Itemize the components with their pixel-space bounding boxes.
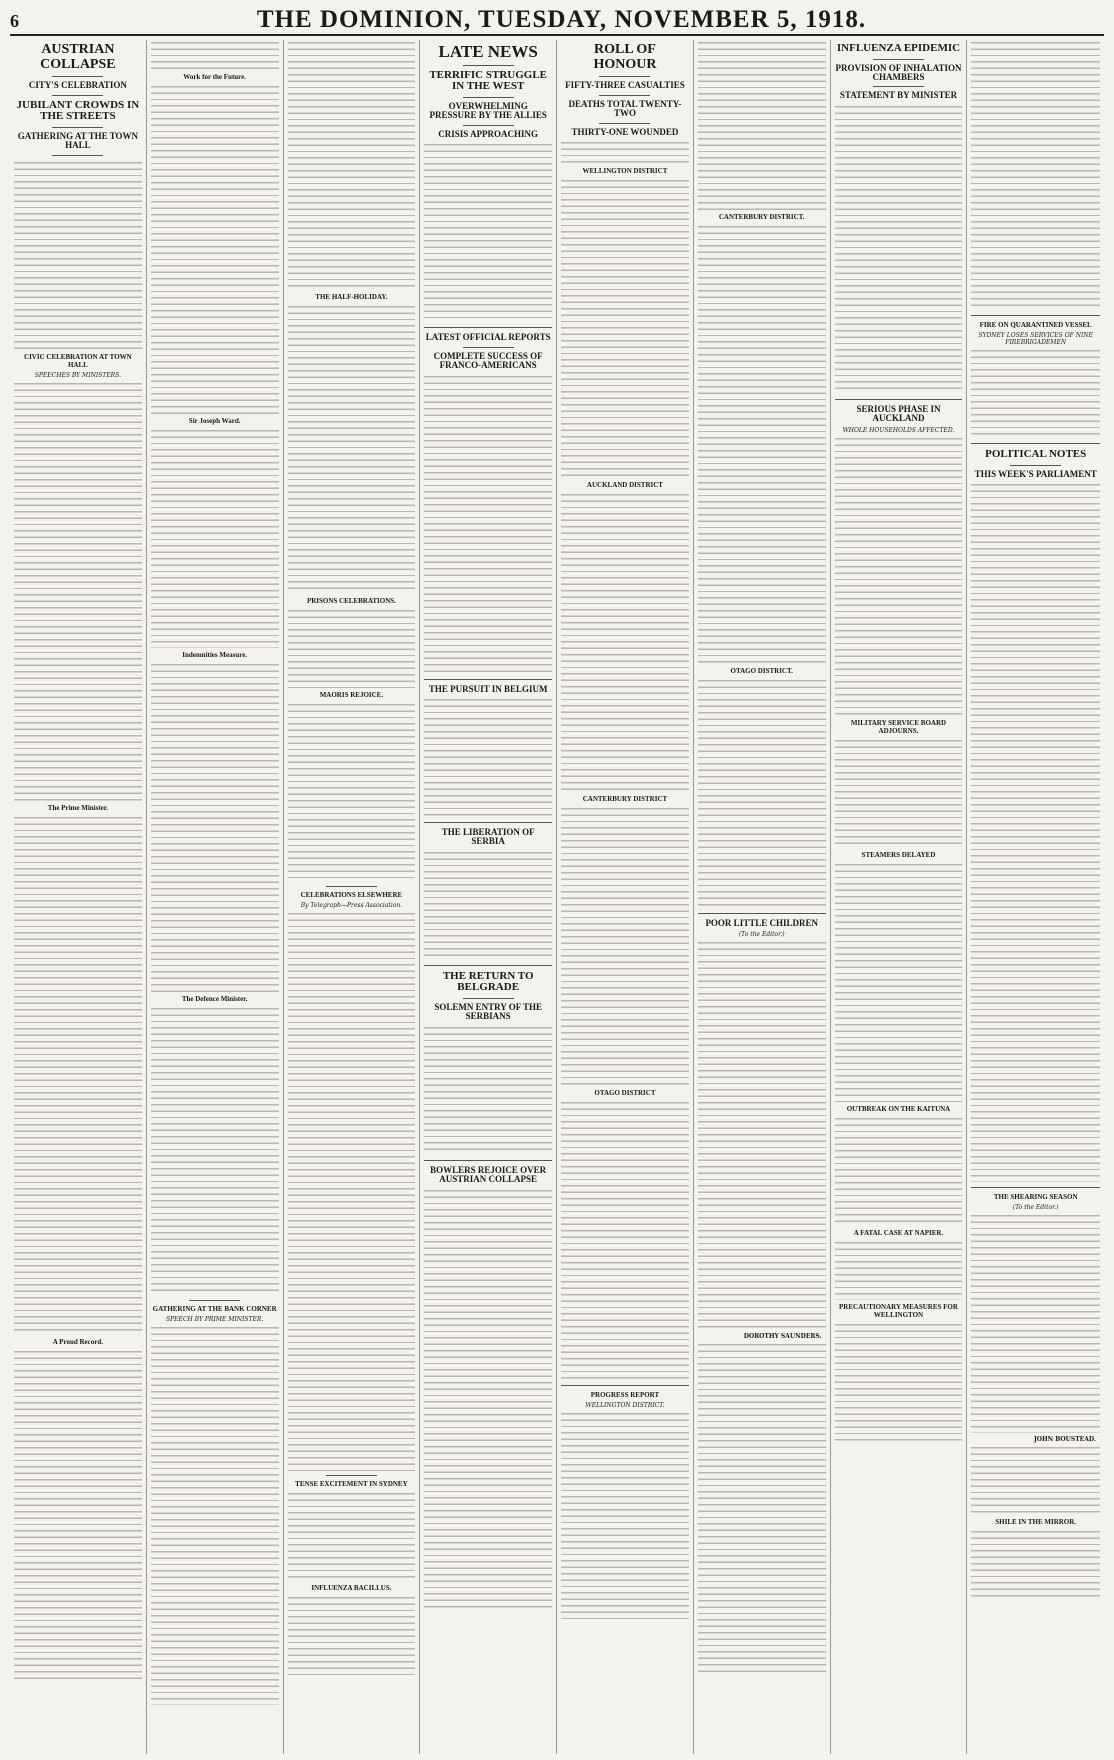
casualty-list — [698, 224, 826, 664]
divider — [835, 399, 963, 400]
headline-political-notes: POLITICAL NOTES — [985, 448, 1087, 460]
body-text — [835, 1322, 963, 1442]
subhead-kaituna: OUTBREAK ON THE KAITUNA — [846, 1104, 951, 1113]
divider — [424, 679, 552, 680]
column-5 — [557, 40, 694, 1754]
divider — [873, 86, 924, 87]
divider — [326, 1475, 377, 1476]
deck-fifty-three: FIFTY-THREE CASUALTIES — [565, 80, 685, 91]
deck-city-celebration: CITY'S CELEBRATION — [28, 80, 127, 91]
divider — [463, 65, 514, 66]
page-number: 6 — [10, 11, 19, 31]
headline-influenza: INFLUENZA EPIDEMIC — [836, 42, 961, 54]
body-text — [424, 1025, 552, 1155]
subhead-sydney: TENSE EXCITEMENT IN SYDNEY — [295, 1480, 408, 1488]
column-1 — [10, 40, 147, 1754]
body-text — [288, 608, 416, 688]
divider — [52, 155, 103, 156]
headline-roll-of-honour: ROLL OF HONOUR — [593, 42, 657, 72]
casualty-list — [698, 40, 826, 210]
body-text — [151, 1006, 279, 1296]
divider — [189, 1300, 240, 1301]
body-text — [971, 1213, 1100, 1433]
body-text — [424, 142, 552, 322]
divider — [599, 123, 650, 124]
body-text — [698, 940, 826, 1330]
deck-jubilant-crowds: JUBILANT CROWDS IN THE STREETS — [16, 98, 140, 123]
subhead-military-board: MILITARY SERVICE BOARD ADJOURNS. — [850, 718, 947, 735]
subhead-influenza-bacillus: INFLUENZA BACILLUS. — [311, 1584, 392, 1592]
subhead-prime-minister: The Prime Minister. — [47, 803, 108, 812]
divider — [599, 95, 650, 96]
column-3 — [284, 40, 421, 1754]
body-text — [835, 436, 963, 716]
body-text — [288, 40, 416, 290]
body-text — [835, 1116, 963, 1226]
divider — [463, 97, 514, 98]
subhead-poor-children: POOR LITTLE CHILDREN — [705, 918, 818, 928]
column-2 — [147, 40, 284, 1754]
deck-thirty-one: THIRTY-ONE WOUNDED — [571, 126, 679, 137]
body-text — [424, 850, 552, 960]
subhead-otago-district: OTAGO DISTRICT. — [730, 667, 793, 675]
subhead-sir-joseph-ward: Sir Joseph Ward. — [188, 417, 241, 425]
body-text — [835, 738, 963, 848]
divider — [698, 913, 826, 914]
divider — [424, 327, 552, 328]
column-8 — [967, 40, 1104, 1754]
subhead-wellington-district: WELLINGTON DISTRICT. — [585, 1402, 665, 1410]
body-text — [424, 697, 552, 817]
subhead-liberation-serbia: THE LIBERATION OF SERBIA — [441, 827, 535, 847]
body-text — [14, 815, 142, 1335]
divider — [599, 76, 650, 77]
divider — [52, 76, 103, 77]
body-text — [14, 160, 142, 350]
body-text — [971, 482, 1100, 1182]
signature: JOHN BOUSTEAD. — [1033, 1435, 1096, 1443]
deck-terrific-struggle: TERRIFIC STRUGGLE IN THE WEST — [429, 68, 548, 93]
divider — [326, 886, 377, 887]
deck-statement: STATEMENT BY MINISTER — [839, 90, 958, 101]
deck-overwhelming-pressure: OVERWHELMING PRESSURE BY THE ALLIES — [429, 100, 547, 121]
body-text — [971, 40, 1100, 310]
subhead-steamers-delayed: STEAMERS DELAYED — [861, 850, 936, 859]
to-the-editor: (To the Editor.) — [738, 931, 785, 939]
subhead-maoris: MAORIS REJOICE. — [319, 691, 384, 699]
body-text — [14, 1349, 142, 1679]
body-text — [151, 662, 279, 992]
divider — [52, 95, 103, 96]
subhead-auckland: AUCKLAND DISTRICT — [586, 481, 663, 490]
column-7 — [831, 40, 968, 1754]
subhead-otago: OTAGO DISTRICT — [594, 1089, 656, 1098]
headline-austrian-collapse: AUSTRIAN COLLAPSE — [40, 42, 116, 72]
masthead — [10, 4, 1104, 36]
body-text — [424, 1188, 552, 1608]
body-text — [561, 140, 689, 164]
subhead-solemn-entry: SOLEMN ENTRY OF THE SERBIANS — [434, 1001, 542, 1022]
deck-town-hall: GATHERING AT THE TOWN HALL — [17, 130, 139, 151]
subhead-proud-record: A Proud Record. — [52, 1337, 103, 1346]
body-text — [424, 374, 552, 674]
body-text — [971, 1529, 1100, 1599]
body-text — [835, 1240, 963, 1300]
divider — [52, 127, 103, 128]
deck-inhalation: PROVISION OF INHALATION CHAMBERS — [835, 62, 962, 82]
body-text — [288, 702, 416, 882]
subhead-pursuit-belgium: THE PURSUIT IN BELGIUM — [428, 683, 548, 694]
newspaper-title: THE DOMINION, TUESDAY, NOVEMBER 5, 1918. — [256, 6, 867, 33]
to-the-editor: (To the Editor.) — [1012, 1203, 1059, 1211]
headline-late-news: LATE NEWS — [438, 42, 538, 61]
casualty-list — [561, 1100, 689, 1380]
subhead-wellington: WELLINGTON DISTRICT — [582, 167, 668, 176]
divider — [424, 822, 552, 823]
subhead-progress-report: PROGRESS REPORT — [590, 1391, 660, 1400]
subhead-celebrations-elsewhere: CELEBRATIONS ELSEWHERE — [300, 891, 403, 899]
body-text — [14, 381, 142, 801]
subhead-civic-celebration: CIVIC CELEBRATION AT TOWN HALL — [24, 352, 132, 369]
divider — [463, 998, 514, 999]
subhead-canterbury: CANTERBURY DISTRICT — [582, 795, 668, 804]
subhead-serious-phase: SERIOUS PHASE IN AUCKLAND — [856, 403, 941, 424]
subhead-sydney-firemen: SYDNEY LOSES SERVICES OF NINE FIREBRIGADEMEN — [978, 332, 1093, 346]
divider — [971, 315, 1100, 316]
body-text — [971, 348, 1100, 438]
body-text — [971, 1445, 1100, 1515]
signature: DOROTHY SAUNDERS. — [743, 1333, 822, 1341]
subhead-return-belgrade: THE RETURN TO BELGRADE — [442, 969, 534, 994]
divider — [1010, 465, 1061, 466]
subhead-indemnities: Indemnities Measure. — [182, 651, 248, 659]
subhead-franco-americans: COMPLETE SUCCESS OF FRANCO-AMERICANS — [433, 350, 543, 371]
subhead-defence-minister: The Defence Minister. — [181, 995, 248, 1003]
casualty-list — [561, 178, 689, 478]
divider — [561, 1385, 689, 1386]
subhead-bowlers: BOWLERS REJOICE OVER AUSTRIAN COLLAPSE — [430, 1164, 547, 1185]
casualty-list — [561, 806, 689, 1086]
subhead-bank-corner: GATHERING AT THE BANK CORNER — [152, 1305, 277, 1313]
subhead-speeches: SPEECHES BY MINISTERS. — [34, 371, 121, 379]
body-text — [698, 1342, 826, 1672]
subhead-official-reports: LATEST OFFICIAL REPORTS — [425, 332, 551, 343]
casualty-list — [561, 492, 689, 792]
divider — [424, 965, 552, 966]
body-text — [151, 84, 279, 414]
divider — [463, 347, 514, 348]
press-association-note: By Telegraph—Press Association. — [300, 902, 403, 909]
casualty-list — [698, 678, 826, 908]
body-text — [151, 1325, 279, 1705]
divider — [424, 1160, 552, 1161]
deck-crisis: CRISIS APPROACHING — [438, 128, 539, 139]
body-text — [288, 304, 416, 594]
body-text — [288, 911, 416, 1471]
subhead-canterbury-district: CANTERBURY DISTRICT. — [718, 213, 805, 221]
subhead-households: WHOLE HOUSEHOLDS AFFECTED. — [842, 426, 955, 434]
divider — [971, 443, 1100, 444]
divider — [971, 1187, 1100, 1188]
column-6 — [694, 40, 831, 1754]
subhead-prisons: PRISONS CELEBRATIONS. — [306, 597, 396, 605]
subhead-precautionary: PRECAUTIONARY MEASURES FOR WELLINGTON — [839, 1302, 958, 1319]
body-text — [835, 862, 963, 1102]
body-text — [288, 1491, 416, 1581]
subhead-half-holiday: THE HALF-HOLIDAY. — [315, 293, 388, 301]
columns — [10, 40, 1104, 1754]
body-text — [151, 428, 279, 648]
subhead-napier: A FATAL CASE AT NAPIER. — [853, 1228, 944, 1237]
deck-parliament: THIS WEEK'S PARLIAMENT — [974, 468, 1097, 479]
subhead-smile-mirror: SHILE IN THE MIRROR. — [995, 1517, 1077, 1526]
subhead-fire-vessel: FIRE ON QUARANTINED VESSEL — [979, 321, 1092, 329]
subhead-shearing: THE SHEARING SEASON — [993, 1192, 1078, 1201]
casualty-list — [561, 1411, 689, 1621]
deck-deaths-total: DEATHS TOTAL TWENTY-TWO — [568, 98, 682, 119]
divider — [463, 125, 514, 126]
subhead-work-future: Work for the Future. — [183, 73, 247, 81]
subhead-speech-pm: SPEECH BY PRIME MINISTER. — [166, 1316, 264, 1323]
body-text — [288, 1595, 416, 1675]
body-text — [835, 104, 963, 394]
column-4 — [420, 40, 557, 1754]
divider — [873, 59, 924, 60]
body-text — [151, 40, 279, 70]
